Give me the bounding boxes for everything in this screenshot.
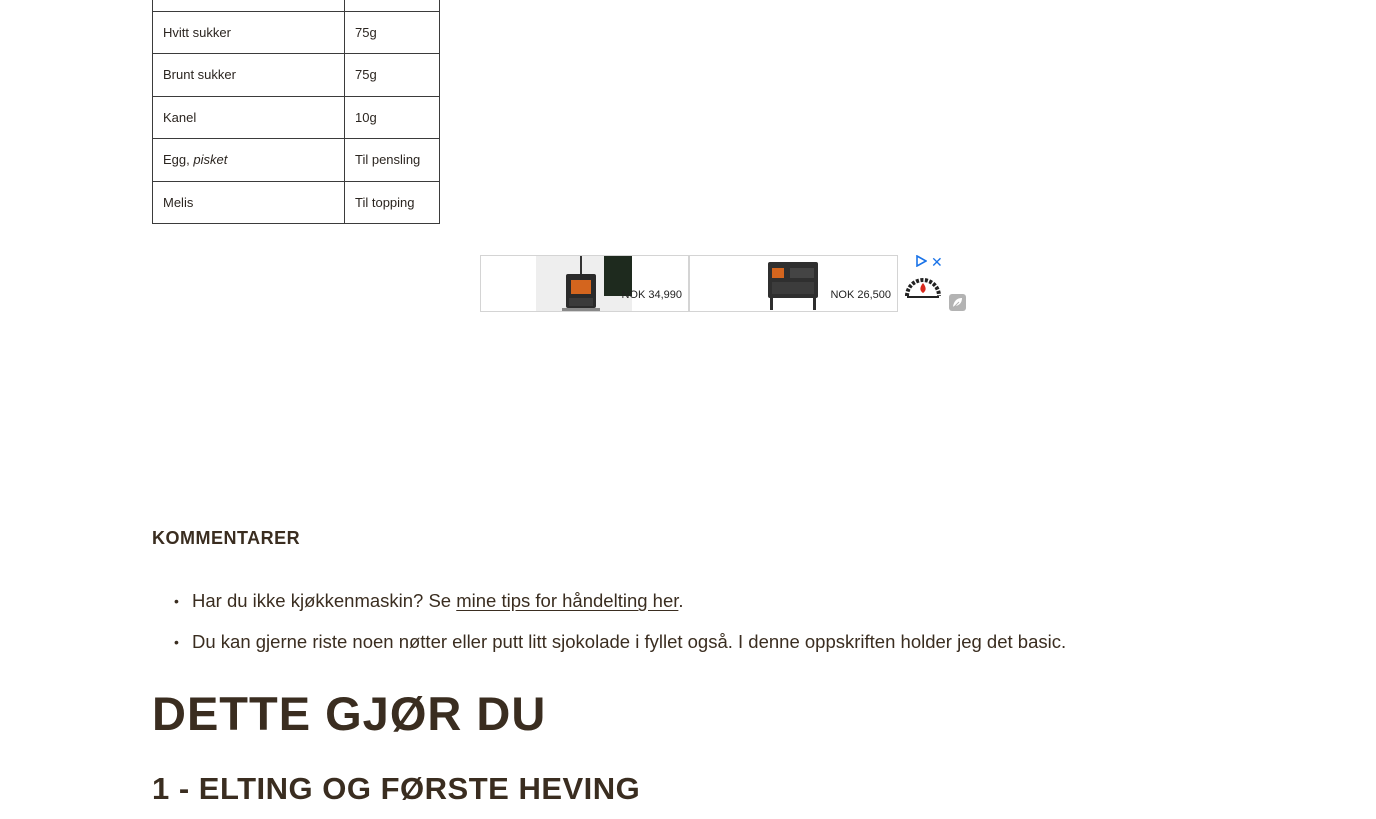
ingredient-amount: Til pensling bbox=[345, 139, 440, 182]
ingredient-name: Hvitt sukker bbox=[153, 11, 345, 54]
ad-product-card[interactable] bbox=[480, 255, 689, 312]
table-row bbox=[153, 54, 440, 97]
ad-banner[interactable] bbox=[480, 255, 970, 315]
ingredient-name bbox=[153, 0, 345, 11]
comments-heading: KOMMENTARER bbox=[152, 528, 301, 548]
ingredient-name: Melis bbox=[153, 181, 345, 224]
table-row bbox=[153, 96, 440, 139]
list-item-text: . bbox=[678, 590, 684, 611]
adchoices-icon[interactable] bbox=[915, 255, 927, 270]
list-item bbox=[152, 588, 1066, 629]
ingredient-name: Egg, bbox=[163, 152, 194, 168]
ingredient-amount: 75g bbox=[345, 11, 440, 54]
ingredient-name-cell bbox=[153, 139, 345, 182]
ingredient-name: Kanel bbox=[153, 96, 345, 139]
table-row bbox=[153, 181, 440, 224]
table-row bbox=[153, 139, 440, 182]
ingredients-table bbox=[152, 0, 440, 224]
ingredient-name: Brunt sukker bbox=[153, 54, 345, 97]
ingredient-amount bbox=[345, 0, 440, 11]
stove-brand-logo bbox=[904, 277, 942, 299]
kneading-tips-link[interactable]: mine tips for håndelting her bbox=[456, 590, 679, 611]
step-title: 1 - ELTING OG FØRSTE HEVING bbox=[152, 771, 641, 806]
leaf-icon[interactable] bbox=[949, 294, 966, 311]
ingredient-amount: Til topping bbox=[345, 181, 440, 224]
table-row bbox=[153, 11, 440, 54]
ad-product-card[interactable] bbox=[689, 255, 898, 312]
list-item bbox=[152, 629, 1066, 670]
ad-price: NOK 26,500 bbox=[830, 289, 891, 301]
cook-stove-image bbox=[762, 256, 824, 311]
wood-stove-image bbox=[536, 256, 632, 311]
comments-list bbox=[152, 588, 1066, 670]
ingredient-amount: 75g bbox=[345, 54, 440, 97]
instructions-title: DETTE GJØR DU bbox=[152, 687, 547, 740]
table-row bbox=[153, 0, 440, 11]
list-item-text: Du kan gjerne riste noen nøtter eller putt litt sjokolade i fyllet også. I denne oppskriften holder jeg det basic. bbox=[192, 631, 1067, 652]
ad-price: NOK 34,990 bbox=[621, 289, 682, 301]
close-icon[interactable]: ✕ bbox=[931, 254, 943, 270]
ingredient-name-note: pisket bbox=[193, 152, 228, 168]
ingredient-amount: 10g bbox=[345, 96, 440, 139]
list-item-text: Har du ikke kjøkkenmaskin? Se bbox=[192, 590, 457, 611]
